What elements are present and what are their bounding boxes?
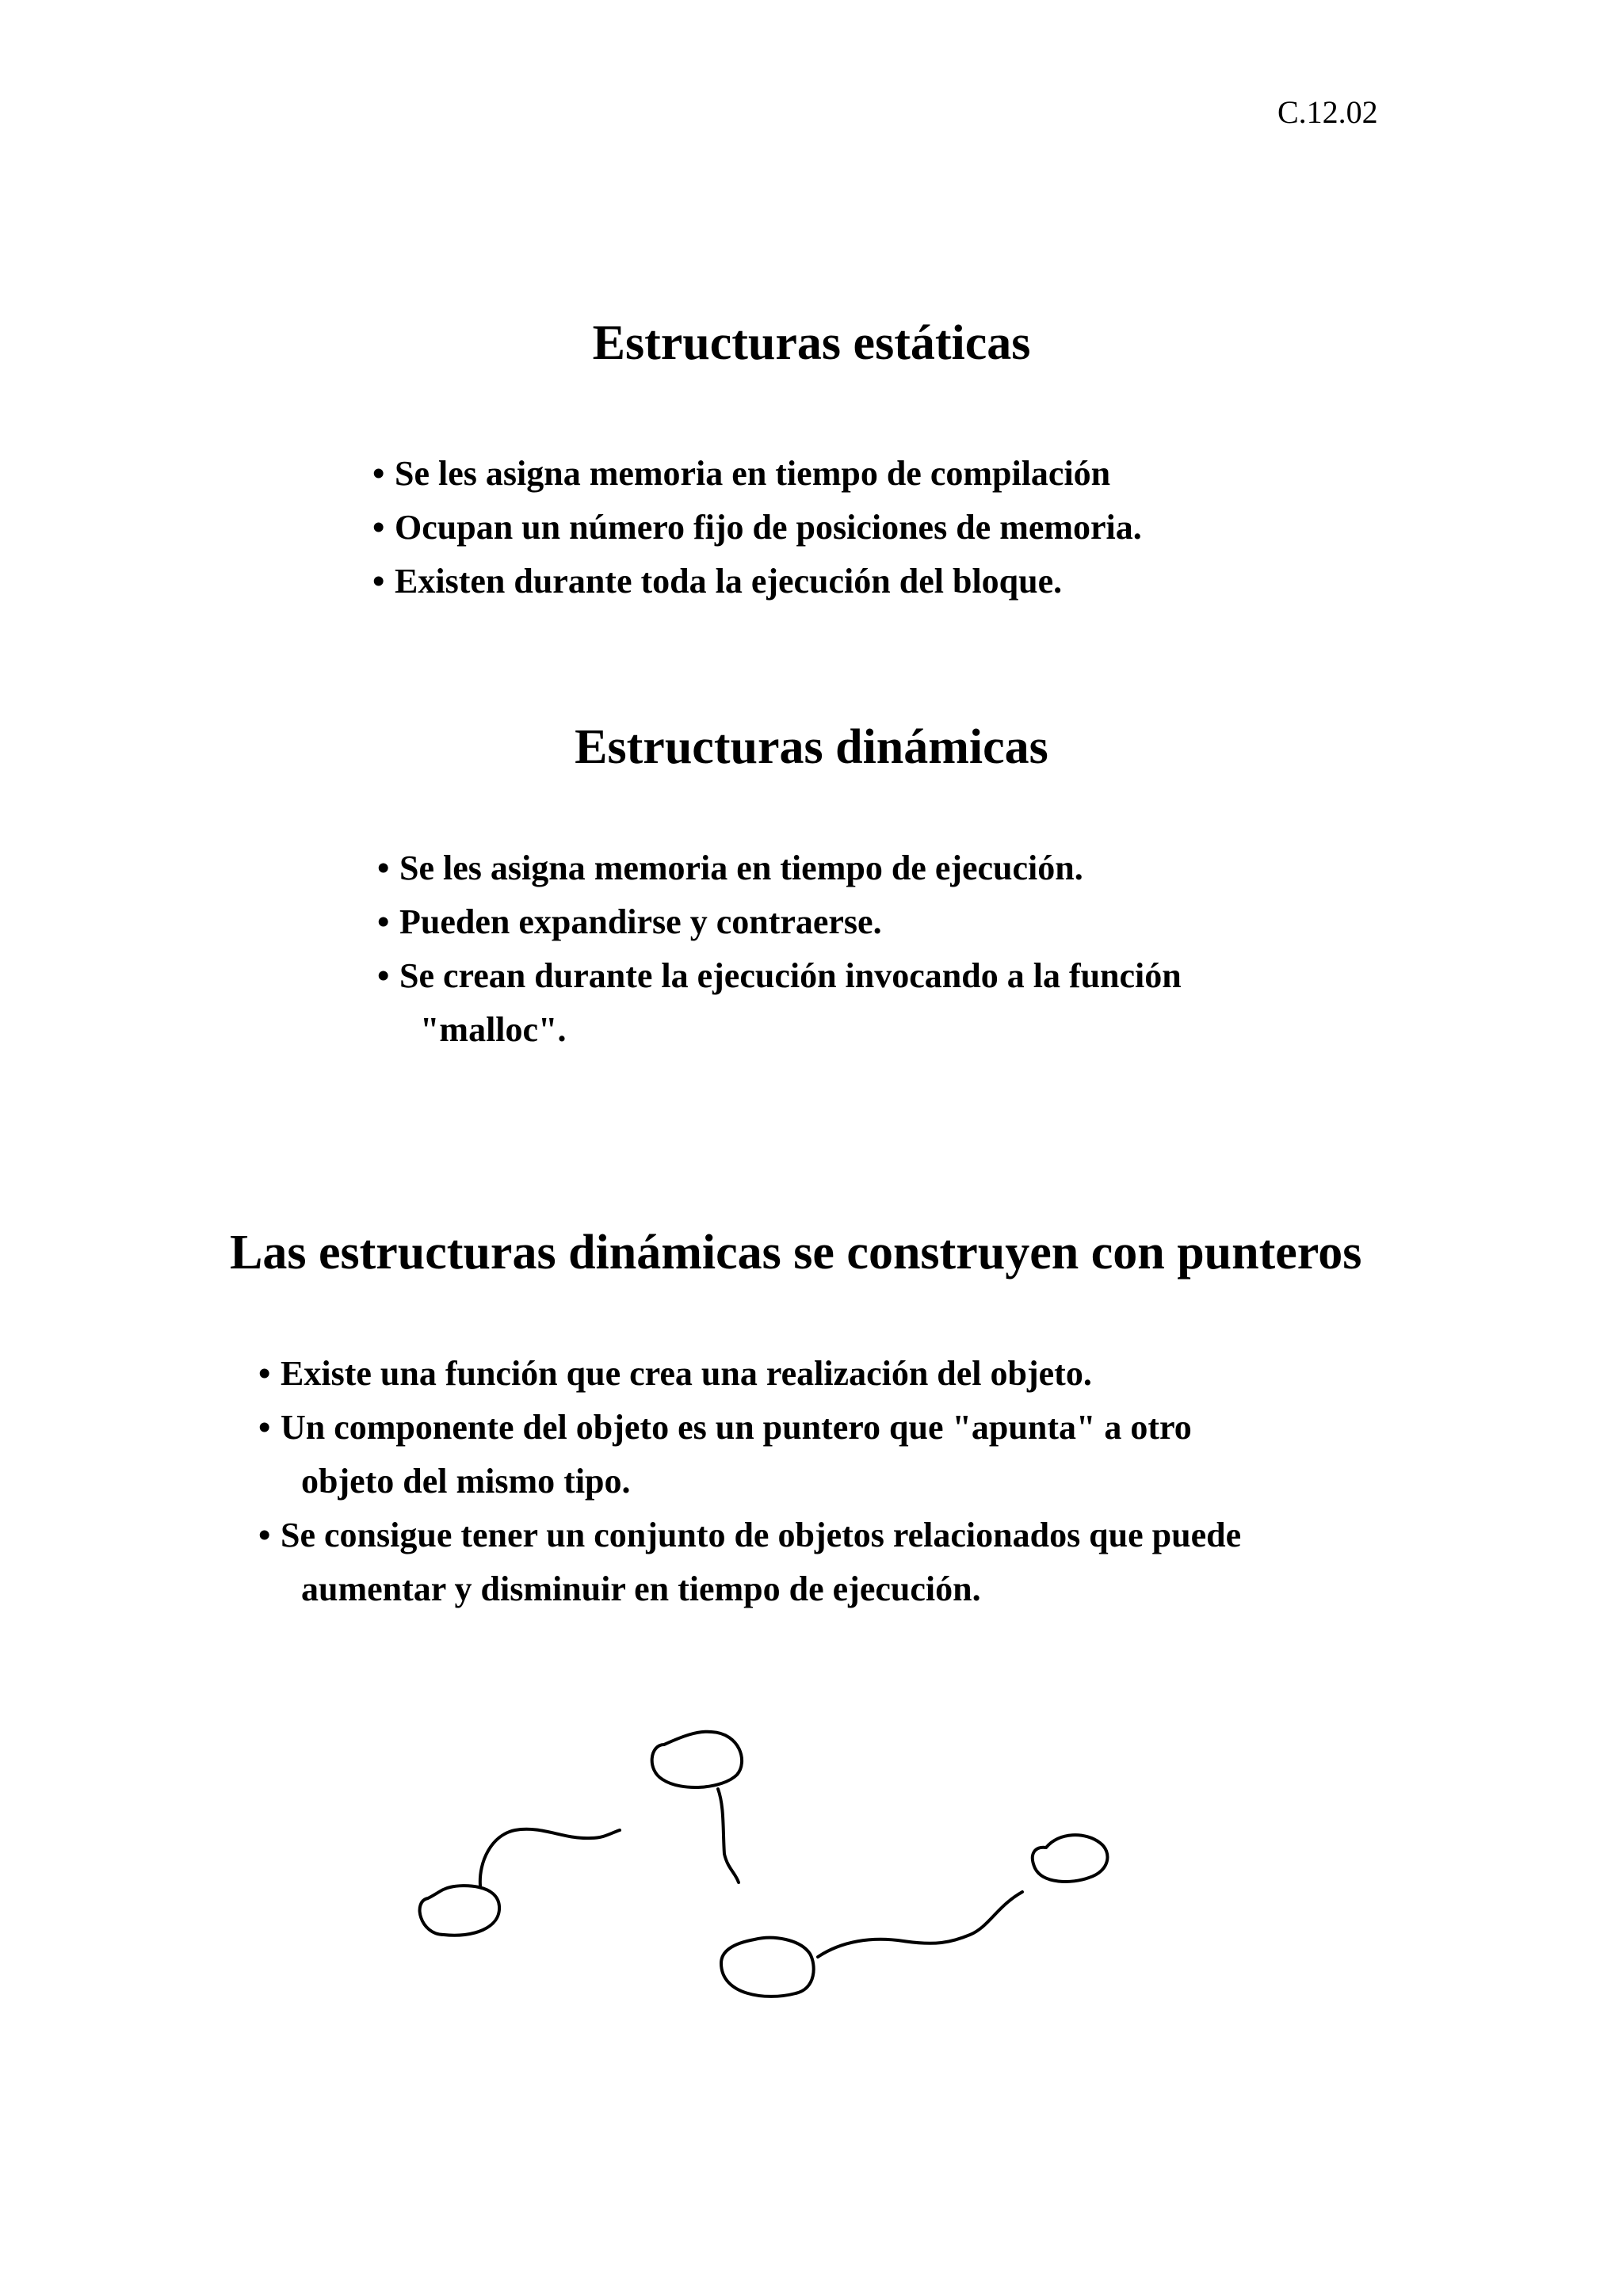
list-item xyxy=(377,949,1182,1057)
bullet-text: Se consigue tener un conjunto de objetos relacionados que puede xyxy=(281,1516,1242,1554)
bullet-dot: • xyxy=(377,849,390,887)
section-title-static: Estructuras estáticas xyxy=(592,316,1031,370)
pointer-link xyxy=(718,1789,739,1882)
bullet-text: Se les asigna memoria en tiempo de compilación xyxy=(395,454,1111,493)
bullet-text: Existe una función que crea una realización del objeto. xyxy=(281,1354,1092,1393)
list-item xyxy=(372,447,1142,501)
bullet-text: Un componente del objeto es un puntero que "apunta" a otro xyxy=(281,1408,1192,1447)
pointer-link xyxy=(818,1892,1022,1957)
bullet-text-continuation: objeto del mismo tipo. xyxy=(301,1462,631,1501)
bullet-dot: • xyxy=(372,562,385,601)
bullet-dot: • xyxy=(377,956,390,995)
section-title-pointers: Las estructuras dinámicas se construyen con punteros xyxy=(230,1226,1362,1280)
list-item xyxy=(258,1347,1241,1401)
bullet-dot: • xyxy=(372,454,385,493)
list-item xyxy=(372,555,1142,608)
bullet-text: Se crean durante la ejecución invocando a la función xyxy=(399,956,1182,995)
linked-objects-sketch xyxy=(396,1727,1173,2028)
bullet-text: Pueden expandirse y contraerse. xyxy=(399,902,882,941)
static-bullet-list xyxy=(372,447,1142,608)
bullet-dot: • xyxy=(258,1354,271,1393)
object-blob xyxy=(721,1938,814,1997)
bullet-text: Existen durante toda la ejecución del bloque. xyxy=(395,562,1063,601)
list-item xyxy=(258,1508,1241,1616)
object-blob xyxy=(1033,1835,1108,1882)
list-item xyxy=(377,895,1182,949)
object-blob xyxy=(420,1886,499,1936)
section-title-dynamic: Estructuras dinámicas xyxy=(575,720,1048,774)
list-item xyxy=(377,841,1182,895)
bullet-dot: • xyxy=(258,1408,271,1447)
bullet-dot: • xyxy=(377,902,390,941)
bullet-text-continuation: aumentar y disminuir en tiempo de ejecución. xyxy=(301,1569,981,1608)
bullet-text-continuation: "malloc". xyxy=(420,1010,567,1049)
bullet-dot: • xyxy=(372,508,385,547)
pointer-link xyxy=(480,1829,620,1886)
dynamic-bullet-list xyxy=(377,841,1182,1057)
list-item xyxy=(372,501,1142,555)
page-code: C.12.02 xyxy=(1277,94,1378,130)
list-item xyxy=(258,1401,1241,1508)
bullet-dot: • xyxy=(258,1516,271,1554)
object-blob xyxy=(652,1732,742,1787)
bullet-text: Se les asigna memoria en tiempo de ejecución. xyxy=(399,849,1083,887)
pointers-bullet-list xyxy=(258,1347,1241,1616)
bullet-text: Ocupan un número fijo de posiciones de memoria. xyxy=(395,508,1142,547)
